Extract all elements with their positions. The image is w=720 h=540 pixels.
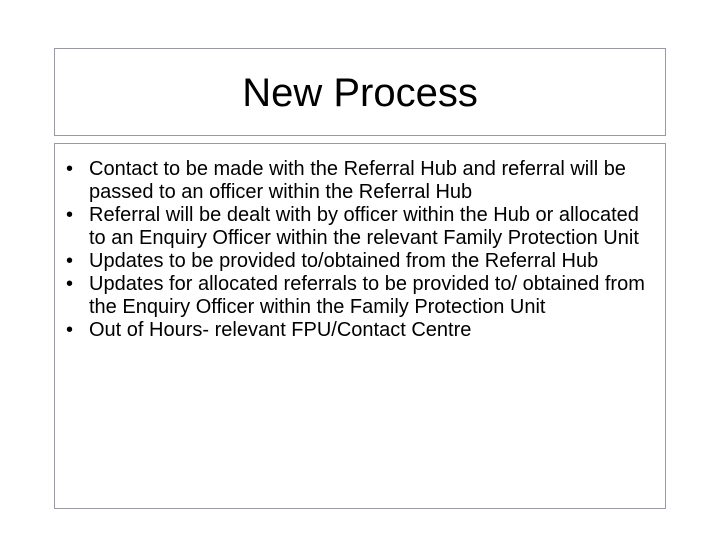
bullet-dot-icon: • [66,273,74,295]
bullet-item [55,319,657,342]
bullet-list [55,144,665,342]
bullet-item [55,204,657,250]
bullet-item [55,273,657,319]
bullet-dot-icon: • [66,204,74,226]
bullet-text: Updates for allocated referrals to be provided to/ obtained from the Enquiry Officer within the Family Protection Unit [89,273,645,318]
slide-title: New Process [242,70,478,115]
bullet-item [55,250,657,273]
bullet-item [55,158,657,204]
slide-body-box [54,143,666,509]
bullet-text: Referral will be dealt with by officer within the Hub or allocated to an Enquiry Officer within the relevant Family Protection Unit [89,204,639,249]
bullet-dot-icon: • [66,250,74,272]
bullet-dot-icon: • [66,158,74,180]
bullet-dot-icon: • [66,319,74,341]
bullet-text: Contact to be made with the Referral Hub and referral will be passed to an officer within the Referral Hub [89,158,626,203]
bullet-text: Updates to be provided to/obtained from the Referral Hub [89,250,599,272]
slide-title-box [54,48,666,136]
bullet-text: Out of Hours- relevant FPU/Contact Centre [89,319,472,341]
